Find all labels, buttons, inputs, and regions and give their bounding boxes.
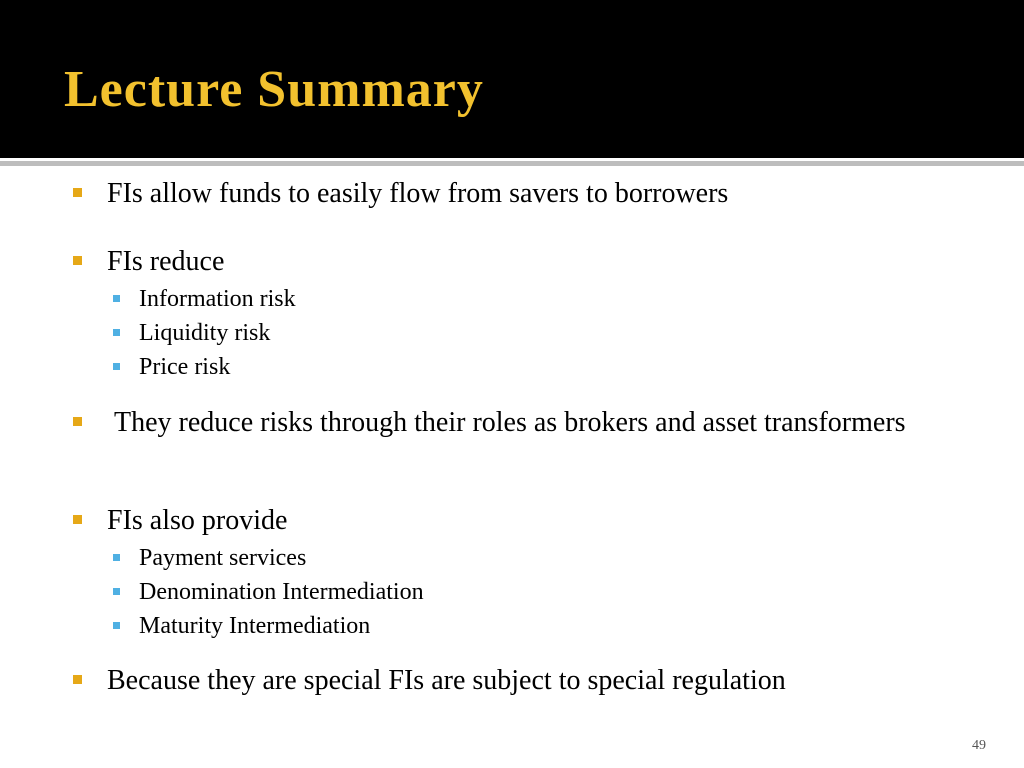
sub-bullet-item bbox=[139, 541, 306, 575]
bullet-text: FIs reduce bbox=[107, 246, 225, 277]
small-square-bullet-icon bbox=[113, 363, 120, 370]
square-bullet-icon bbox=[73, 417, 82, 426]
small-square-bullet-icon bbox=[113, 622, 120, 629]
bullet-text: They reduce risks through their roles as brokers and asset transformers bbox=[107, 407, 906, 438]
small-square-bullet-icon bbox=[113, 329, 120, 336]
sub-bullet-item bbox=[139, 316, 270, 350]
bullet-item bbox=[107, 241, 927, 282]
square-bullet-icon bbox=[73, 188, 82, 197]
sub-bullet-text: Information risk bbox=[139, 286, 296, 312]
slide-number: 49 bbox=[972, 738, 986, 753]
bullet-item bbox=[107, 173, 927, 214]
sub-bullet-item bbox=[139, 282, 296, 316]
square-bullet-icon bbox=[73, 256, 82, 265]
square-bullet-icon bbox=[73, 515, 82, 524]
bullet-text: Because they are special FIs are subject to special regulation bbox=[107, 665, 786, 696]
bullet-item bbox=[107, 402, 927, 443]
sub-bullet-text: Price risk bbox=[139, 354, 231, 380]
sub-bullet-text: Liquidity risk bbox=[139, 320, 271, 346]
bullet-text: FIs also provide bbox=[107, 505, 288, 536]
small-square-bullet-icon bbox=[113, 295, 120, 302]
bullet-item bbox=[107, 500, 927, 541]
sub-bullet-text: Payment services bbox=[139, 545, 307, 571]
square-bullet-icon bbox=[73, 675, 82, 684]
small-square-bullet-icon bbox=[113, 588, 120, 595]
bullet-item bbox=[107, 660, 927, 701]
small-square-bullet-icon bbox=[113, 554, 120, 561]
sub-bullet-text: Maturity Intermediation bbox=[139, 613, 371, 639]
sub-bullet-text: Denomination Intermediation bbox=[139, 579, 424, 605]
sub-bullet-item bbox=[139, 350, 230, 384]
sub-bullet-item bbox=[139, 609, 370, 643]
bullet-text: FIs allow funds to easily flow from savers to borrowers bbox=[107, 178, 729, 209]
sub-bullet-item bbox=[139, 575, 424, 609]
slide-title: Lecture Summary bbox=[64, 61, 484, 118]
